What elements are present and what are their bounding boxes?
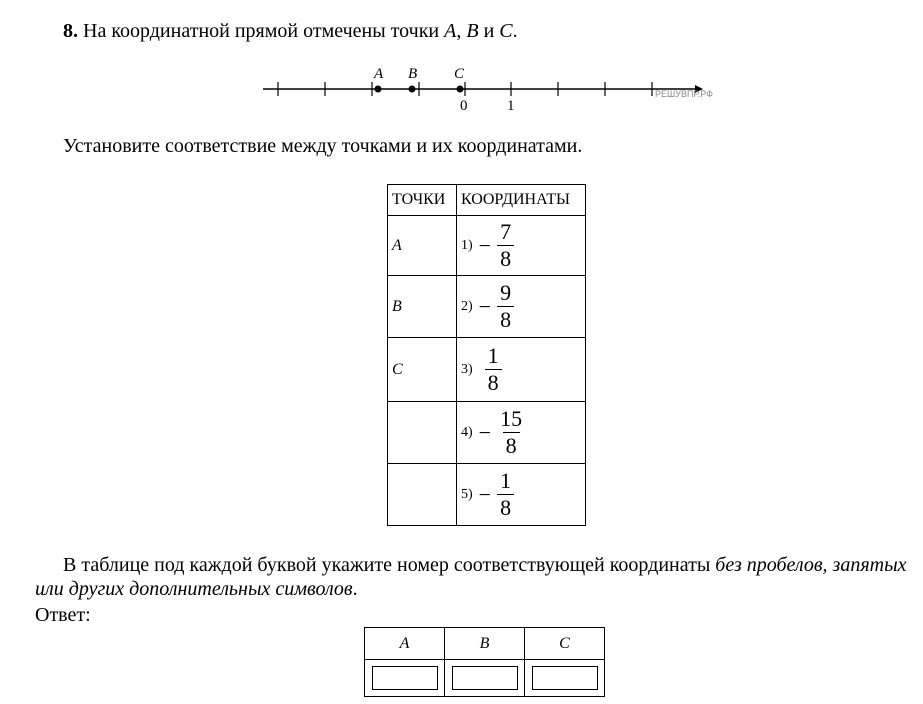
coordinate-cell: 3) $\frac{1}{8}$ xyxy=(457,338,586,402)
answer-header-c: C xyxy=(525,628,605,660)
answer-input-a[interactable] xyxy=(372,666,438,690)
coordinate-cell: 4) − $\frac{15}{8}$ xyxy=(457,402,586,464)
point-b-dot xyxy=(409,86,416,93)
header-points: ТОЧКИ xyxy=(388,185,457,216)
fraction: $\frac{1}{8}$ xyxy=(497,468,514,521)
task-statement: 8. На координатной прямой отмечены точки A, B и C. xyxy=(63,20,518,42)
point-cell: C xyxy=(388,338,457,402)
coordinate-cell: 1) − $\frac{7}{8}$ xyxy=(457,216,586,276)
tick-label-one: 1 xyxy=(507,98,515,114)
point-a-dot xyxy=(375,86,382,93)
watermark: РЕШУВПР.РФ xyxy=(655,89,713,99)
header-coordinates: КООРДИНАТЫ xyxy=(457,185,586,216)
number-line xyxy=(0,0,923,130)
point-cell xyxy=(388,464,457,526)
point-c-label: C xyxy=(454,66,465,82)
fraction: $\frac{9}{8}$ xyxy=(497,280,514,333)
answer-header-a: A xyxy=(365,628,445,660)
coordinate-cell: 2) − $\frac{9}{8}$ xyxy=(457,276,586,338)
tick-label-zero: 0 xyxy=(460,98,468,114)
fraction: $\frac{1}{8}$ xyxy=(485,343,502,396)
fraction: $\frac{7}{8}$ xyxy=(497,219,514,272)
point-cell: B xyxy=(388,276,457,338)
point-cell: A xyxy=(388,216,457,276)
answer-table xyxy=(364,627,605,697)
instruction-text: Установите соответствие между точками и их координатами. xyxy=(63,135,583,157)
answer-instruction: В таблице под каждой буквой укажите номер соответствующей координаты без пробелов, запятых или других дополнительных символов. xyxy=(35,554,907,600)
table-row xyxy=(388,338,586,402)
answer-input-c[interactable] xyxy=(532,666,598,690)
answer-label: Ответ: xyxy=(35,604,91,626)
table-row xyxy=(388,216,586,276)
answer-input-b[interactable] xyxy=(452,666,518,690)
point-b-label: B xyxy=(408,66,418,82)
matching-table xyxy=(387,184,586,526)
table-row xyxy=(388,402,586,464)
point-a-label: A xyxy=(374,66,384,82)
answer-header-b: B xyxy=(445,628,525,660)
task-number: 8. xyxy=(63,20,78,42)
table-row xyxy=(388,464,586,526)
fraction: $\frac{15}{8}$ xyxy=(500,406,523,458)
point-cell xyxy=(388,402,457,464)
point-c-dot xyxy=(457,86,464,93)
table-row xyxy=(388,276,586,338)
coordinate-cell: 5) − $\frac{1}{8}$ xyxy=(457,464,586,526)
